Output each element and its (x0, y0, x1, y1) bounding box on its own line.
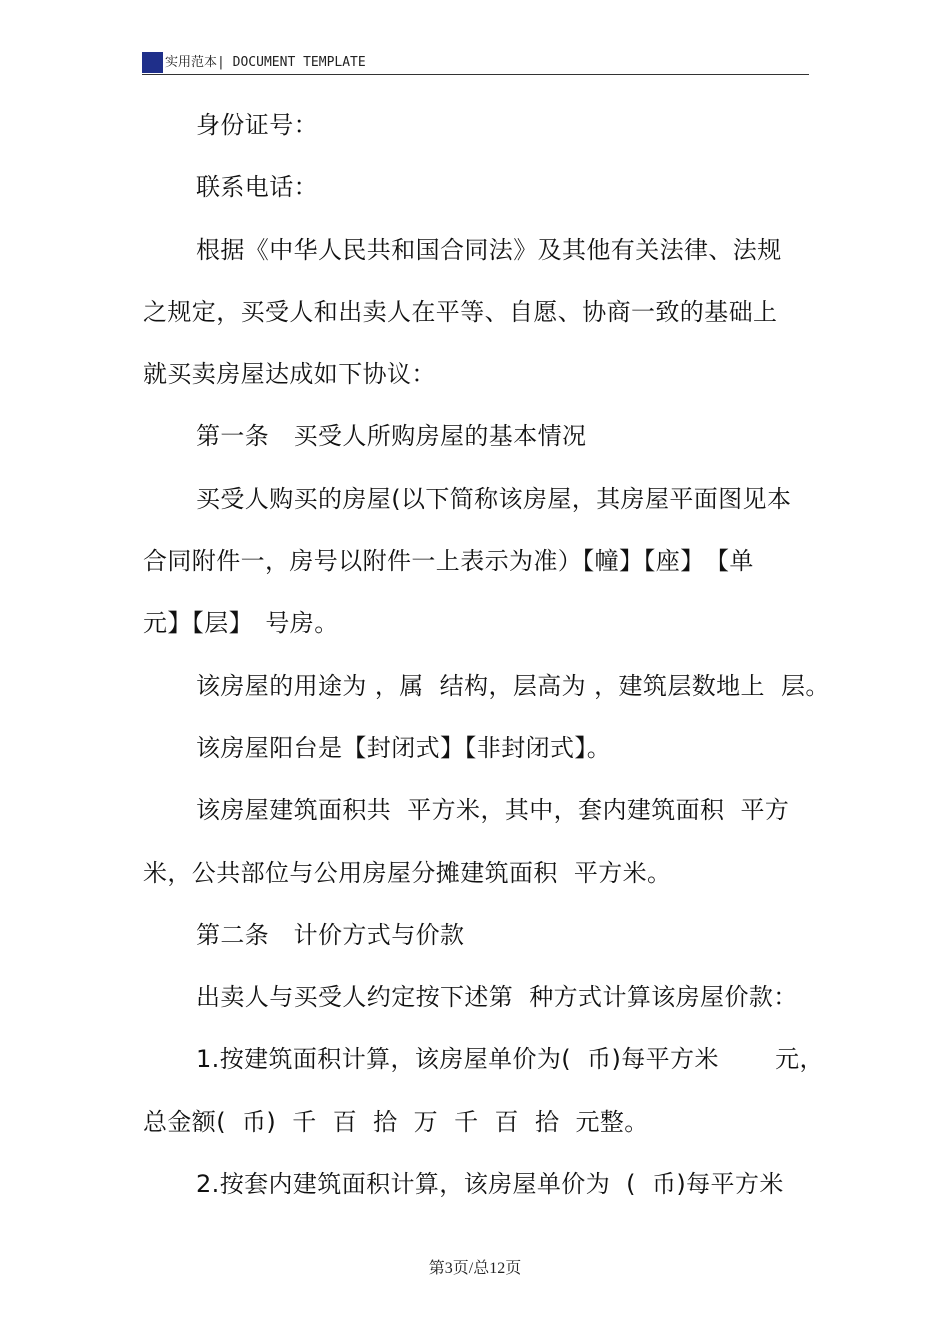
area-line-1: 该房屋建筑面积共 平方米，其中，套内建筑面积 平方 (196, 796, 790, 825)
usage-line: 该房屋的用途为 ，属 结构，层高为 ，建筑层数地上 层。 (196, 671, 830, 700)
pricing-option-2-line-1: 2.按套内建筑面积计算，该房屋单价为 ( 币)每平方米 (196, 1170, 784, 1199)
header-divider (142, 74, 809, 75)
preamble-line-3: 就买卖房屋达成如下协议： (143, 360, 436, 389)
preamble-line-1: 根据《中华人民共和国合同法》及其他有关法律、法规 (196, 235, 782, 264)
balcony-line: 该房屋阳台是【封闭式】【非封闭式】。 (196, 733, 612, 762)
page-header (142, 52, 809, 74)
article-2-line-1: 出卖人与买受人约定按下述第 种方式计算该房屋价款： (196, 983, 798, 1012)
pricing-option-1-line-1: 1.按建筑面积计算，该房屋单价为( 币)每平方米 元， (196, 1045, 824, 1074)
article-1-line-3: 元】【层】 号房。 (143, 609, 339, 638)
area-line-2: 米，公共部位与公用房屋分摊建筑面积 平方米。 (143, 858, 672, 887)
document-body (143, 94, 830, 1215)
article-2-heading: 第二条 计价方式与价款 (196, 920, 465, 949)
header-text: 实用范本| DOCUMENT TEMPLATE (165, 55, 366, 70)
article-1-heading: 第一条 买受人所购房屋的基本情况 (196, 422, 587, 451)
article-1-line-2: 合同附件一，房号以附件一上表示为准）【幢】【座】 【单 (143, 547, 754, 576)
article-1-line-1: 买受人购买的房屋(以下简称该房屋，其房屋平面图见本 (196, 484, 792, 513)
page-number: 第3页/总12页 (428, 1260, 522, 1277)
phone-line: 联系电话： (196, 173, 318, 202)
id-number-line: 身份证号： (196, 111, 318, 139)
preamble-line-2: 之规定，买受人和出卖人在平等、自愿、协商一致的基础上 (143, 297, 778, 326)
header-logo-square (142, 52, 163, 73)
pricing-option-1-line-2: 总金额( 币) 千 百 拾 万 千 百 拾 元整。 (143, 1107, 649, 1136)
